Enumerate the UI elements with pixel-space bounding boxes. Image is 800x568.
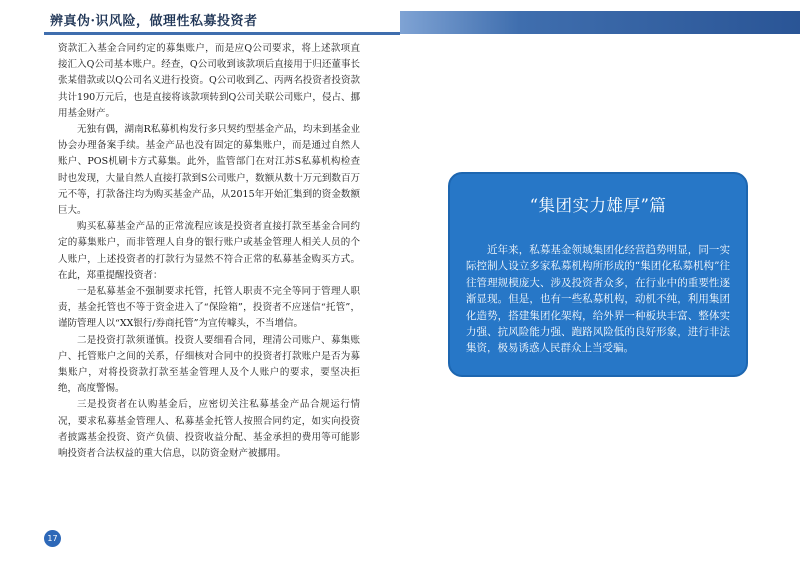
paragraph: 三是投资者在认购基金后，应密切关注私募基金产品合规运行情况，要求私募基金管理人、私募基金托管人按照合同约定，如实向投资者披露基金投资、资产负债、投资收益分配、基金承担的费用等可能影响投资者合法权益的重大信息，以防资金财产被挪用。: [58, 399, 360, 460]
callout-box: [448, 172, 748, 377]
left-column-text: [58, 41, 360, 462]
header-title: 辨真伪·识风险，做理性私募投资者: [50, 14, 258, 29]
paragraph: 资款汇入基金合同约定的募集账户，而是应Q公司要求，将上述款项直接汇入Q公司基本账户。经查，Q公司收到该款项后直接用于归还董事长张某借款或以Q公司名义进行投资。Q公司收到乙、丙两名投资者投资款共计190万元后，也是直接将该款项转到Q公司关联公司账户，侵占、挪用基金财产。: [58, 43, 360, 119]
paragraph: 购买私募基金产品的正常流程应该是投资者直接打款至基金合同约定的募集账户，而非管理人自身的银行账户或基金管理人相关人员的个人账户，上述投资者的打款行为显然不符合正常的私募基金购买方式。在此，郑重提醒投资者：: [58, 221, 360, 281]
paragraph: 无独有偶，湖南R私募机构发行多只契约型基金产品，均未到基金业协会办理备案手续。基金产品也没有固定的募集账户，而是通过自然人账户、POS机刷卡方式募集。此外，监管部门在对江苏S私募机构检查时也发现，大量自然人直接打款到S公司账户，数额从数十万元到数百万元不等，打款备注均为购买基金产品，从2015年开始汇集到的资金数额巨大。: [58, 124, 360, 217]
header-rule: [44, 32, 400, 35]
callout-text: 近年来，私募基金领域集团化经营趋势明显，同一实际控制人设立多家私募机构所形成的“集团化私募机构”往往管理规模庞大、涉及投资者众多，在行业中的重要性逐渐显现。但是，也有一些私募机构，动机不纯，利用集团化造势，搭建集团化架构，给外界一种板块丰富、整体实力强、抗风险能力强、跑路风险低的良好形象，进行非法集资，极易诱惑人民群众上当受骗。: [466, 244, 730, 355]
callout-title: “集团实力雄厚”篇: [529, 196, 667, 215]
page-number-badge: 17: [44, 530, 61, 547]
header-band: [400, 11, 800, 34]
paragraph: 一是私募基金不强制要求托管，托管人职责不完全等同于管理人职责，基金托管也不等于资金进入了“保险箱”，投资者不应迷信“托管”，谨防管理人以“XX银行/券商托管”为宣传噱头，不当增信。: [58, 286, 360, 330]
paragraph: 二是投资打款须谨慎。投资人要细看合同，理清公司账户、募集账户、托管账户之间的关系，仔细核对合同中的投资者打款账户是否为募集账户，对将投资款打款至基金管理人及个人账户的要求，要坚决拒绝，高度警惕。: [58, 334, 360, 395]
